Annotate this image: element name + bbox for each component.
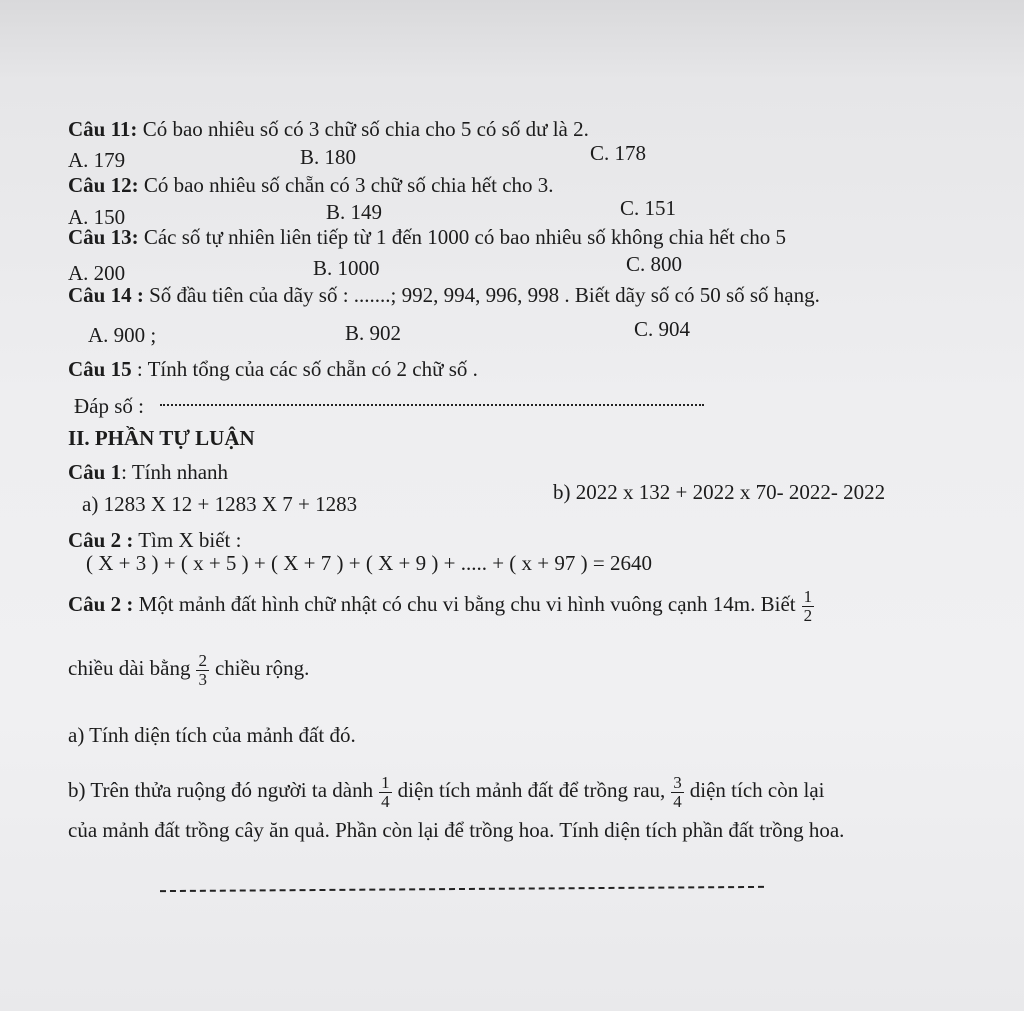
c3-pb2: diện tích mảnh đất để trồng rau, bbox=[397, 778, 666, 803]
q13-line bbox=[68, 226, 786, 249]
q15-answer-line bbox=[160, 404, 704, 406]
q13-option-a: A. 200 bbox=[68, 261, 126, 285]
c3-f1-den: 2 bbox=[803, 605, 813, 625]
c2-text: Tìm X biết : bbox=[133, 528, 242, 552]
bottom-dashed-line bbox=[160, 886, 764, 892]
c1-label: Câu 1 bbox=[68, 460, 122, 484]
q11-option-c: C. 178 bbox=[590, 141, 647, 165]
c2-label: Câu 2 : bbox=[68, 528, 134, 552]
c3-line2a: chiều dài bằng bbox=[68, 656, 191, 681]
c1-part-a: a) 1283 X 12 + 1283 X 7 + 1283 bbox=[82, 492, 358, 516]
c3-fraction-one-half bbox=[802, 588, 815, 625]
c3-line2b: chiều rộng. bbox=[214, 656, 310, 681]
q13-option-b: B. 1000 bbox=[313, 256, 380, 280]
c3-f3-den: 4 bbox=[381, 791, 390, 811]
c3-f1-num: 1 bbox=[803, 587, 813, 606]
q12-line bbox=[68, 174, 554, 197]
c1-line bbox=[68, 461, 228, 484]
q14-text: Số đầu tiên của dãy số : .......; 992, 994, 996, 998 . Biết dãy số có 50 số số hạng. bbox=[143, 283, 820, 307]
c2-equation: ( X + 3 ) + ( x + 5 ) + ( X + 7 ) + ( X + 9 ) + ..... + ( x + 97 ) = 2640 bbox=[86, 551, 652, 575]
q14-option-b: B. 902 bbox=[345, 321, 402, 345]
c3-f4-num: 3 bbox=[673, 773, 682, 792]
q15-line bbox=[68, 358, 478, 381]
q13-text: Các số tự nhiên liên tiếp từ 1 đến 1000 có bao nhiêu số không chia hết cho 5 bbox=[138, 225, 786, 249]
c3-pb1: b) Trên thửa ruộng đó người ta dành bbox=[68, 778, 374, 803]
q14-option-a: A. 900 ; bbox=[88, 323, 157, 347]
q12-option-a: A. 150 bbox=[68, 205, 126, 229]
q14-line bbox=[68, 284, 820, 307]
q14-option-c: C. 904 bbox=[634, 317, 691, 341]
q14-label: Câu 14 : bbox=[68, 283, 144, 307]
c2-line bbox=[68, 529, 241, 552]
q13-option-c: C. 800 bbox=[626, 252, 683, 276]
c3-fraction-two-thirds bbox=[196, 652, 209, 689]
q12-label: Câu 12: bbox=[68, 173, 139, 197]
q15-text: : Tính tổng của các số chẵn có 2 chữ số . bbox=[131, 357, 478, 381]
c3-pb3: diện tích còn lại bbox=[689, 778, 825, 803]
c3-part-b-line1 bbox=[68, 774, 825, 811]
q12-option-b: B. 149 bbox=[326, 200, 383, 224]
q11-option-b: B. 180 bbox=[300, 145, 357, 169]
q11-label: Câu 11: bbox=[68, 117, 138, 141]
q12-option-c: C. 151 bbox=[620, 196, 677, 220]
c3-line2 bbox=[68, 652, 309, 689]
section2-title: II. PHẦN TỰ LUẬN bbox=[68, 426, 255, 450]
c3-f2-num: 2 bbox=[198, 651, 207, 670]
q11-line bbox=[68, 118, 589, 141]
q15-answer-label: Đáp số : bbox=[74, 394, 144, 418]
q12-text: Có bao nhiêu số chẵn có 3 chữ số chia hết cho 3. bbox=[138, 173, 554, 197]
c1-part-b: b) 2022 x 132 + 2022 x 70- 2022- 2022 bbox=[553, 480, 886, 504]
c1-text: : Tính nhanh bbox=[121, 460, 229, 484]
c3-line1 bbox=[68, 588, 820, 625]
c3-text: Một mảnh đất hình chữ nhật có chu vi bằng chu vi hình vuông cạnh 14m. Biết bbox=[133, 592, 796, 617]
c3-part-a: a) Tính diện tích của mảnh đất đó. bbox=[68, 723, 356, 747]
q13-label: Câu 13: bbox=[68, 225, 139, 249]
c3-f3-num: 1 bbox=[381, 773, 390, 792]
q11-text: Có bao nhiêu số có 3 chữ số chia cho 5 có số dư là 2. bbox=[137, 117, 589, 141]
c3-f4-den: 4 bbox=[673, 791, 682, 811]
c3-label: Câu 2 : bbox=[68, 592, 134, 617]
c3-part-b-line2: của mảnh đất trồng cây ăn quả. Phần còn lại để trồng hoa. Tính diện tích phần đất trồng hoa. bbox=[68, 818, 845, 842]
c3-fraction-one-quarter bbox=[379, 774, 392, 811]
q15-label: Câu 15 bbox=[68, 357, 132, 381]
c3-f2-den: 3 bbox=[198, 669, 207, 689]
c3-fraction-three-quarters bbox=[671, 774, 684, 811]
q11-option-a: A. 179 bbox=[68, 148, 126, 172]
